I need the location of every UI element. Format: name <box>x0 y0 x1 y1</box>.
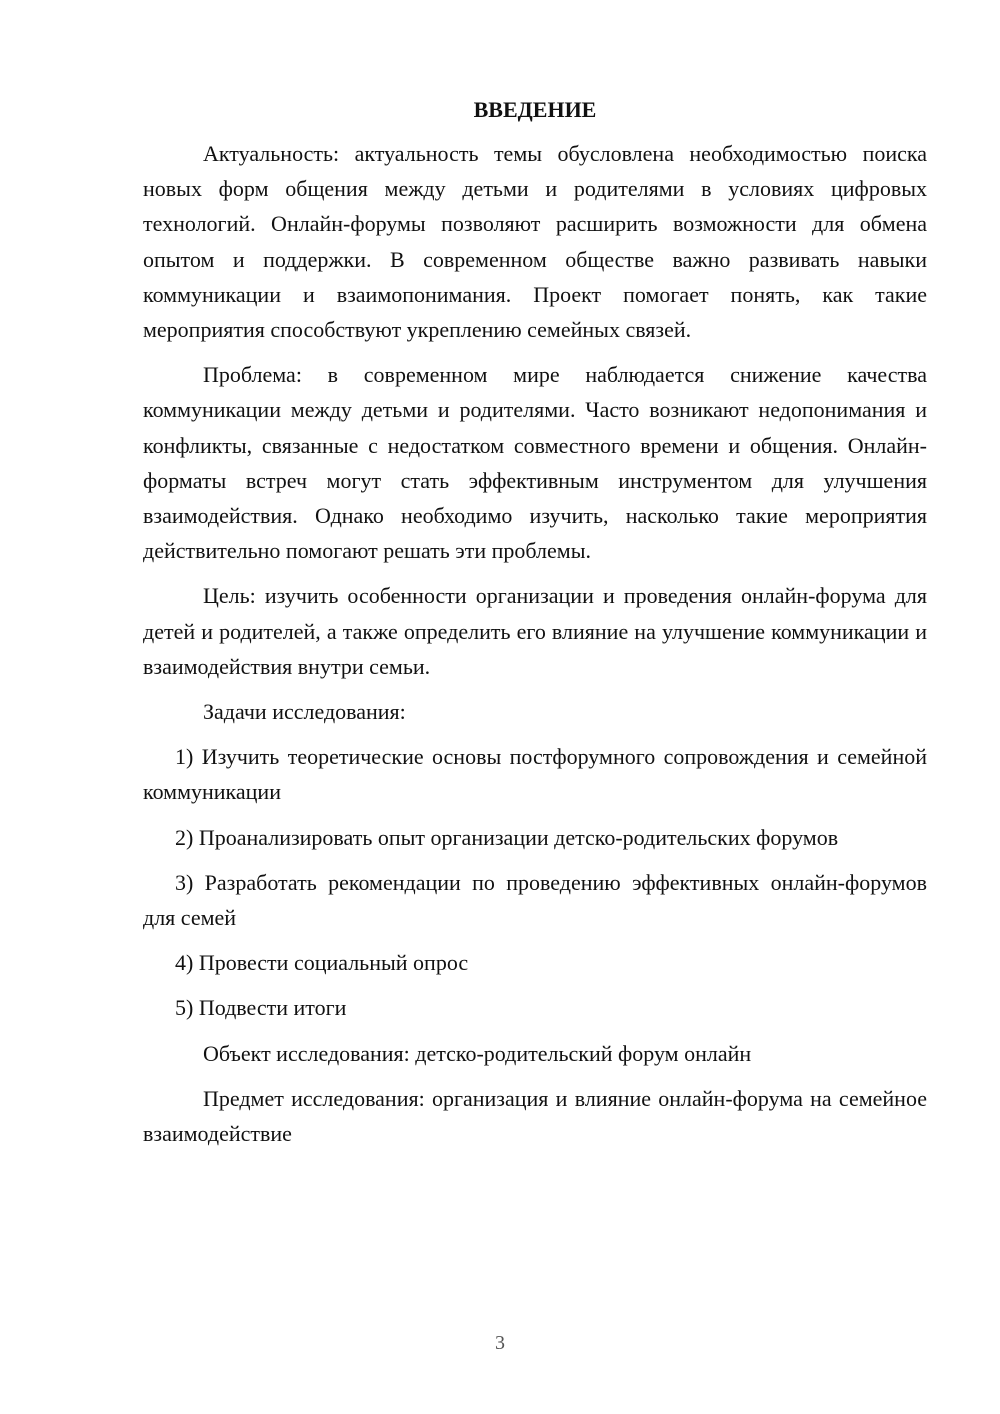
tasks-title: Задачи исследования: <box>203 699 406 725</box>
relevance-paragraph: Актуальность: актуальность темы обусловлена необходимостью поиска новых форм общения между детьми и родителями в условиях цифровых технологий. Онлайн-форумы позволяют расширить возможности для обмена опытом и поддержки. В современном обществе важно развивать навыки коммуникации и взаимопонимания. Проект помогает понять, как такие мероприятия способствуют укреплению семейных связей. <box>143 141 927 343</box>
subject-paragraph: Предмет исследования: организация и влияние онлайн-форума на семейное взаимодействие <box>143 1085 927 1147</box>
problem-paragraph: Проблема: в современном мире наблюдается снижение качества коммуникации между детьми и родителями. Часто возникают недопонимания и конфликты, связанные с недостатком совместного времени и общения. Онлайн-форматы встреч могут стать эффективным инструментом для улучшения взаимодействия. Однако необходимо изучить, насколько такие мероприятия действительно помогают решать эти проблемы. <box>143 362 927 564</box>
task-item-4: 4) Провести социальный опрос <box>175 950 469 976</box>
page-number: 3 <box>495 1332 505 1354</box>
page-content <box>143 94 927 1161</box>
section-heading: ВВЕДЕНИЕ <box>473 97 597 122</box>
task-item-5: 5) Подвести итоги <box>175 995 347 1021</box>
goal-paragraph: Цель: изучить особенности организации и проведения онлайн-форума для детей и родителей, а также определить его влияние на улучшение коммуникации и взаимодействия внутри семьи. <box>143 583 927 679</box>
task-item-2: 2) Проанализировать опыт организации детско-родительских форумов <box>175 824 839 850</box>
task-item-1: 1) Изучить теоретические основы постфорумного сопровождения и семейной коммуникации <box>143 744 927 805</box>
object-paragraph: Объект исследования: детско-родительский форум онлайн <box>203 1040 752 1066</box>
task-item-3: 3) Разработать рекомендации по проведению эффективных онлайн-форумов для семей <box>143 869 927 931</box>
